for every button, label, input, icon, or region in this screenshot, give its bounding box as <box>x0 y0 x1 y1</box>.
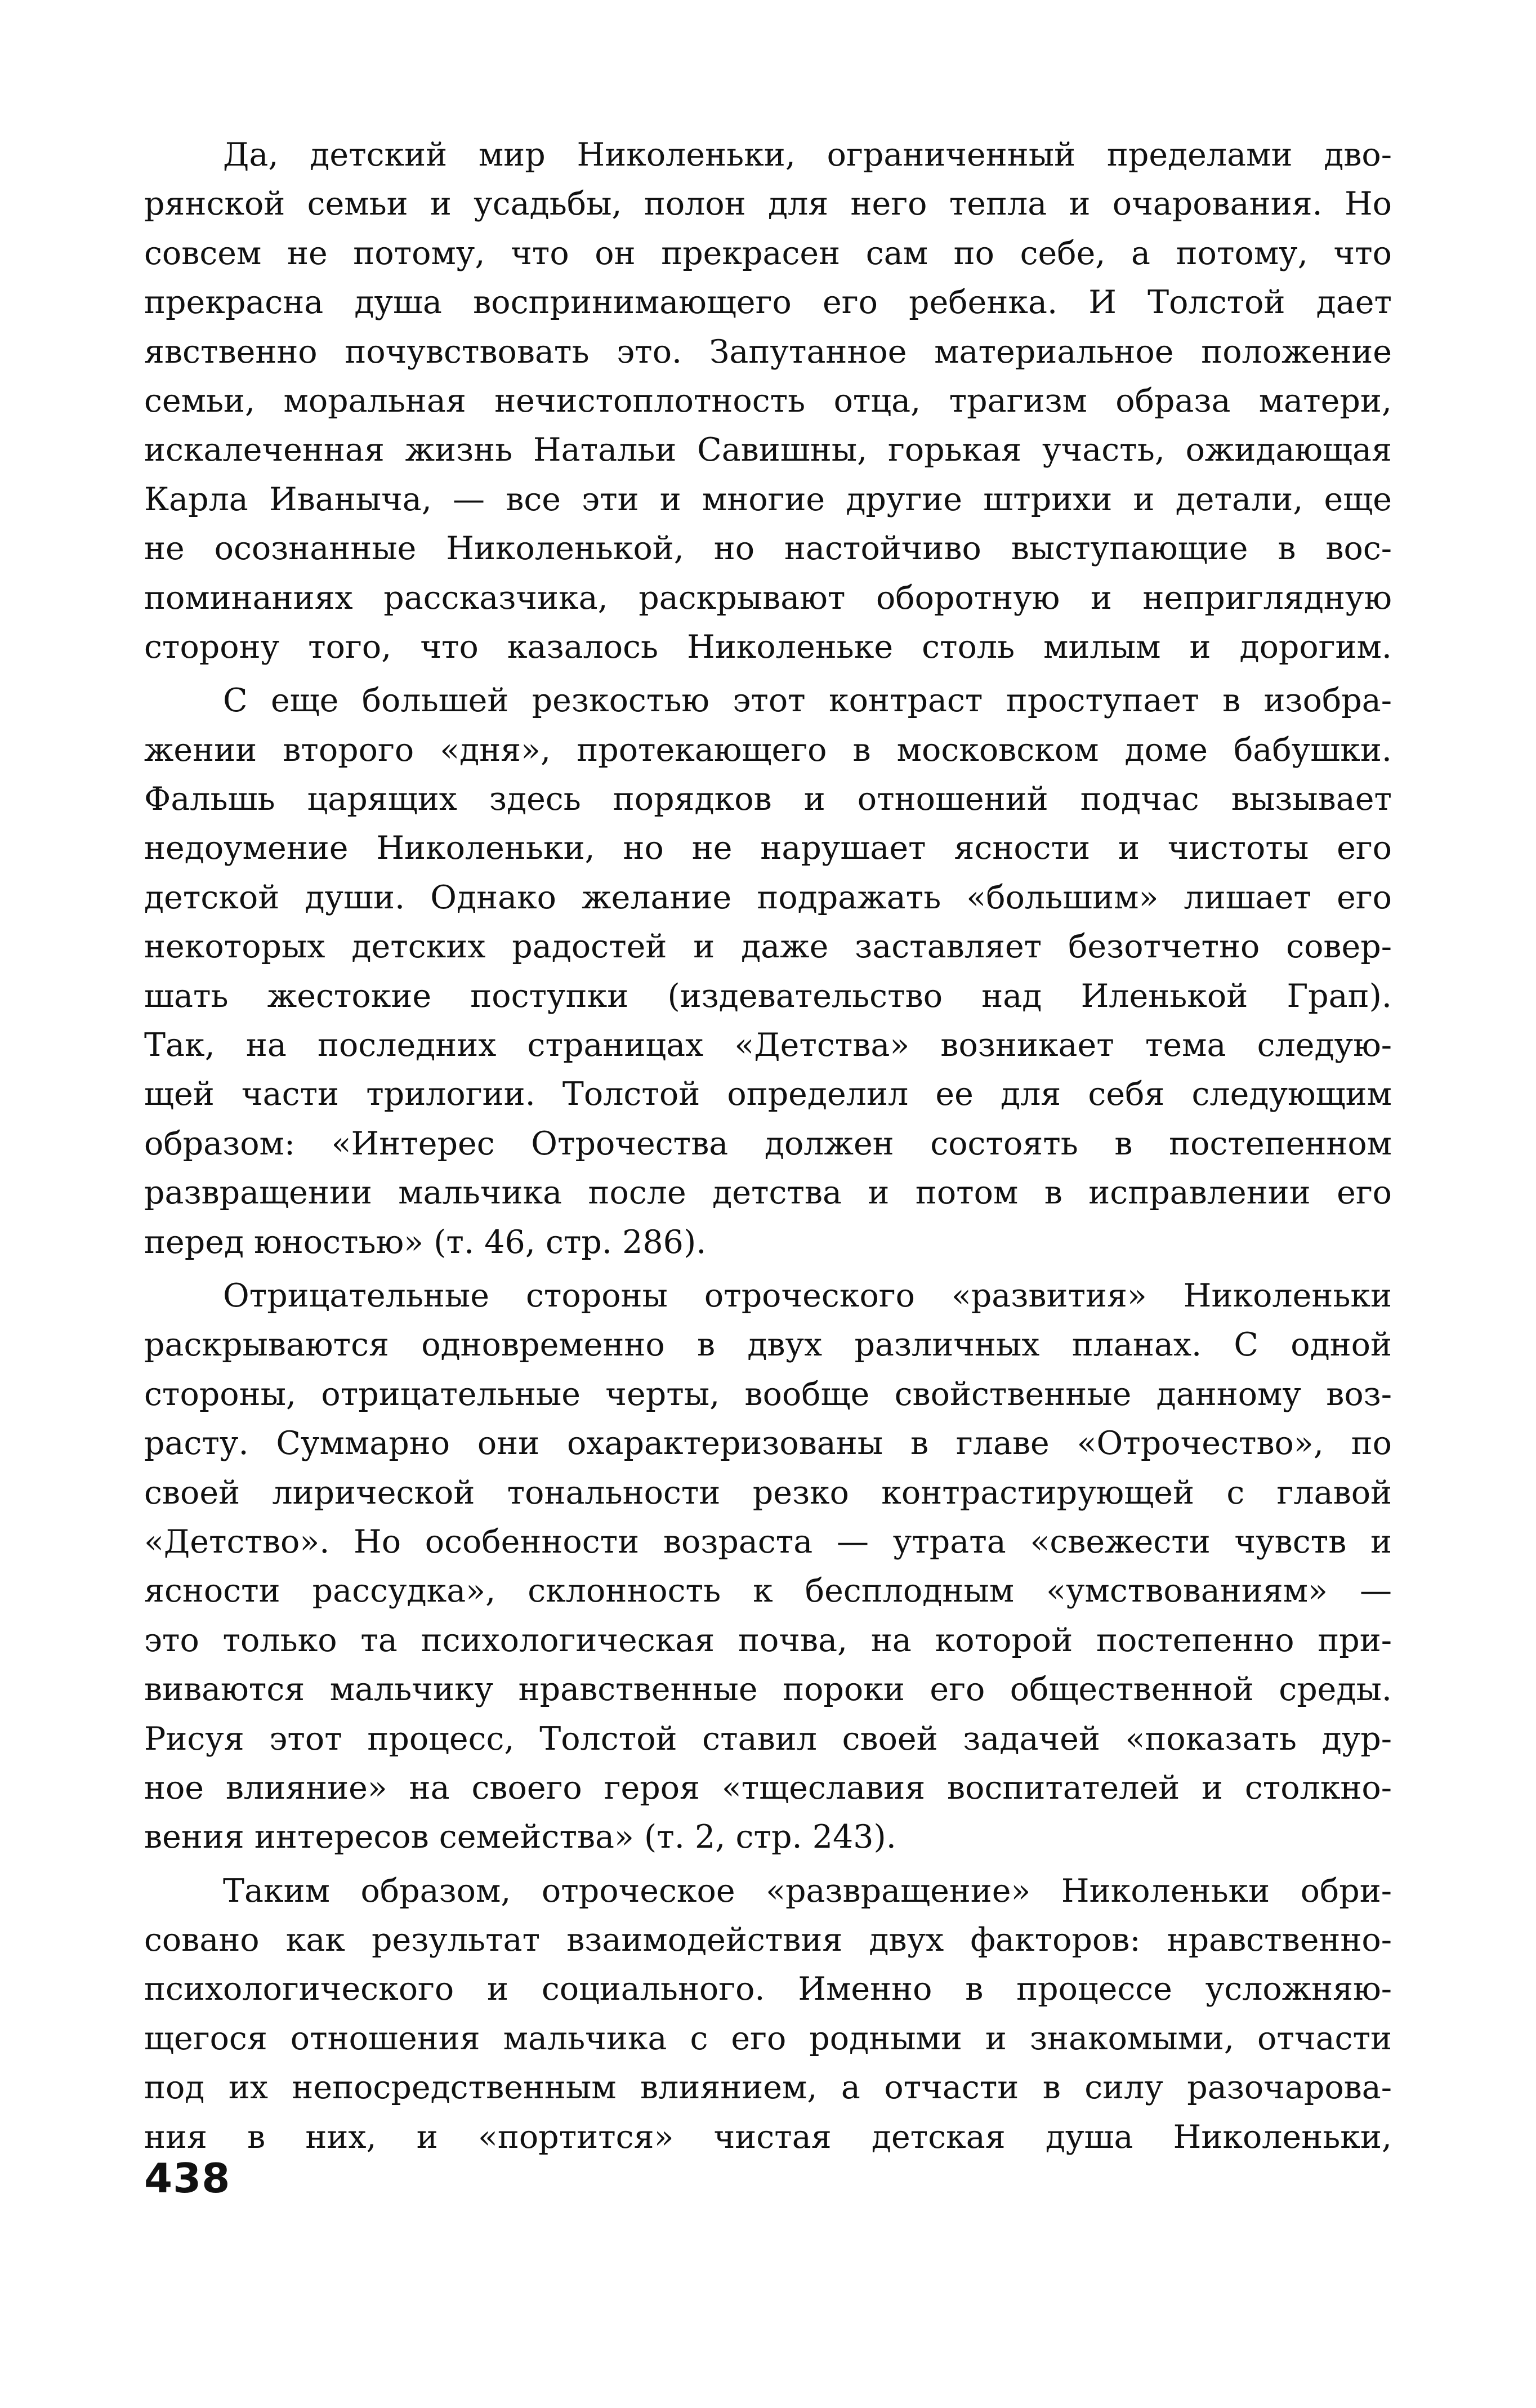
text-line: щегося отношения мальчика с его родными и знакомыми, отчасти <box>144 2019 1392 2057</box>
text-line: шать жестокие поступки (издевательство над Иленькой Грап). <box>144 977 1392 1015</box>
text-line: «Детство». Но особенности возраста — утрата «свежести чувств и <box>144 1523 1392 1560</box>
text-line: Отрицательные стороны отроческого «развития» Николеньки <box>223 1277 1392 1314</box>
text-line: Так, на последних страницах «Детства» возникает тема следую- <box>144 1027 1392 1064</box>
text-line: не осознанные Николенькой, но настойчиво выступающие в вос- <box>144 530 1392 568</box>
text-line: Карла Иваныча, — все эти и многие другие штрихи и детали, еще <box>144 480 1392 518</box>
text-line: поминаниях рассказчика, раскрывают оборотную и неприглядную <box>144 579 1392 617</box>
text-line: щей части трилогии. Толстой определил ее для себя следующим <box>144 1076 1392 1113</box>
text-line: С еще большей резкостью этот контраст проступает в изобра- <box>223 682 1392 720</box>
paragraph-3 <box>144 1272 1392 1862</box>
text-line: своей лирической тональности резко контрастирующей с главой <box>144 1474 1392 1511</box>
paragraph-1 <box>144 131 1392 672</box>
text-line: ное влияние» на своего героя «тщеславия воспитателей и столкно- <box>144 1769 1392 1807</box>
text-line: совсем не потому, что он прекрасен сам по себе, а потому, что <box>144 234 1392 272</box>
text-line: Таким образом, отроческое «развращение» Николеньки обри- <box>223 1872 1392 1910</box>
text-line: явственно почувствовать это. Запутанное материальное положение <box>144 333 1392 371</box>
text-line: семьи, моральная нечистоплотность отца, трагизм образа матери, <box>144 382 1392 420</box>
text-line: ясности рассудка», склонность к бесплодным «умствованиям» — <box>144 1572 1392 1610</box>
paragraph-4 <box>144 1867 1392 2162</box>
text-line: перед юностью» (т. 46, стр. 286). <box>144 1223 707 1261</box>
text-line: детской души. Однако желание подражать «большим» лишает его <box>144 879 1392 916</box>
text-line: искалеченная жизнь Натальи Савишны, горькая участь, ожидающая <box>144 431 1392 469</box>
text-line: сторону того, что казалось Николеньке столь милым и дорогим. <box>144 628 1392 666</box>
text-line: некоторых детских радостей и даже заставляет безотчетно совер- <box>144 928 1392 966</box>
text-line: Рисуя этот процесс, Толстой ставил своей задачей «показать дур- <box>144 1720 1392 1758</box>
text-line: недоумение Николеньки, но не нарушает ясности и чистоты его <box>144 830 1392 867</box>
text-line: Фальшь царящих здесь порядков и отношений подчас вызывает <box>144 781 1392 818</box>
text-line: вения интересов семейства» (т. 2, стр. 243). <box>144 1818 896 1856</box>
text-line: стороны, отрицательные черты, вообще свойственные данному воз- <box>144 1375 1392 1413</box>
text-line: виваются мальчику нравственные пороки его общественной среды. <box>144 1671 1392 1709</box>
text-line: рянской семьи и усадьбы, полон для него тепла и очарования. Но <box>144 185 1392 223</box>
body-text <box>144 131 1392 2162</box>
text-line: это только та психологическая почва, на которой постепенно при- <box>144 1621 1392 1659</box>
text-line: под их непосредственным влиянием, а отчасти в силу разочарова- <box>144 2069 1392 2107</box>
text-line: совано как результат взаимодействия двух факторов: нравственно- <box>144 1921 1392 1959</box>
paragraph-2 <box>144 676 1392 1267</box>
text-line: прекрасна душа воспринимающего его ребенка. И Толстой дает <box>144 284 1392 322</box>
text-line: образом: «Интерес Отрочества должен состоять в постепенном <box>144 1125 1392 1162</box>
text-line: раскрываются одновременно в двух различных планах. С одной <box>144 1326 1392 1364</box>
text-line: Да, детский мир Николеньки, ограниченный пределами дво- <box>223 136 1392 173</box>
text-line: расту. Суммарно они охарактеризованы в главе «Отрочество», по <box>144 1425 1392 1462</box>
text-line: психологического и социального. Именно в процессе усложняю- <box>144 1970 1392 2008</box>
text-line: жении второго «дня», протекающего в московском доме бабушки. <box>144 731 1392 769</box>
text-line: развращении мальчика после детства и потом в исправлении его <box>144 1174 1392 1212</box>
page-number: 438 <box>144 2155 231 2202</box>
text-line: ния в них, и «портится» чистая детская душа Николеньки, <box>144 2118 1392 2156</box>
